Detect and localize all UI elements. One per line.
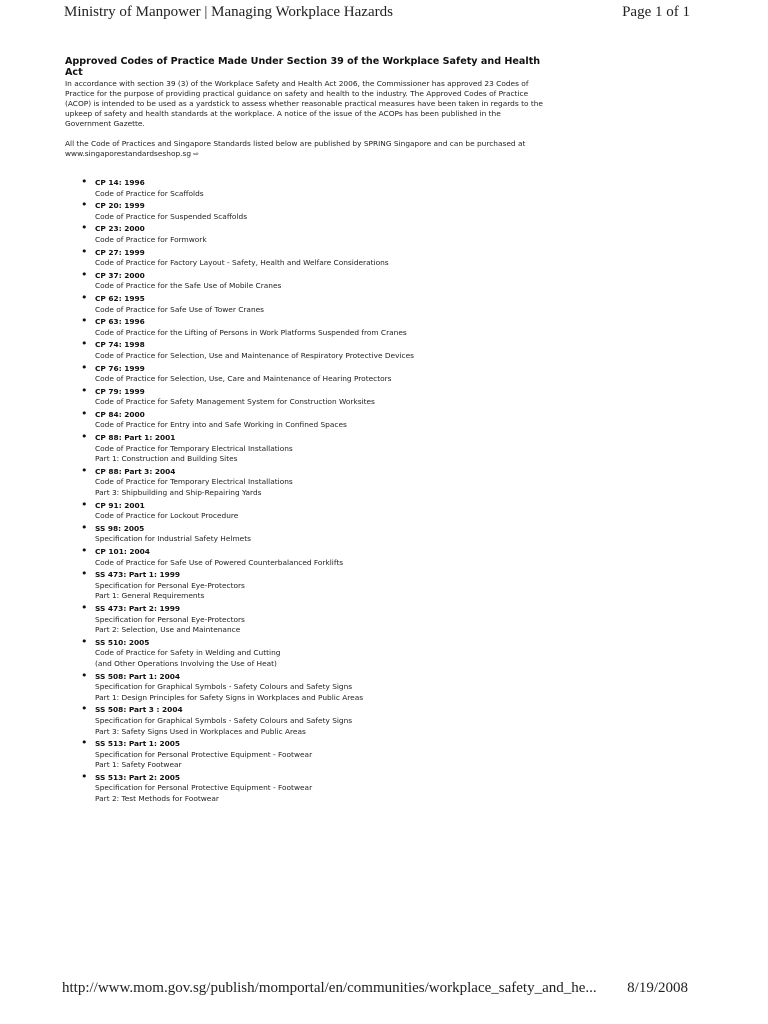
page-header-title: Ministry of Manpower | Managing Workplace Hazards [64, 4, 393, 20]
list-item [95, 271, 545, 292]
list-item [95, 467, 545, 499]
code-description: Code of Practice for Safety in Welding and Cutting [95, 648, 281, 658]
code-description: Code of Practice for the Lifting of Persons in Work Platforms Suspended from Cranes [95, 327, 407, 337]
list-item [95, 178, 545, 199]
code-id: • SS 508: Part 3 : 2004 [95, 705, 183, 715]
code-description: Part 1: General Requirements [95, 591, 205, 601]
code-id: • SS 513: Part 1: 2005 [95, 739, 181, 749]
code-description: Specification for Personal Protective Equipment - Footwear [95, 749, 313, 759]
code-id: • CP 84: 2000 [95, 409, 145, 419]
code-id: • CP 20: 1999 [95, 201, 145, 211]
list-item [95, 773, 545, 805]
code-description: Part 3: Safety Signs Used in Workplaces and Public Areas [95, 726, 306, 736]
print-footer [62, 980, 702, 997]
document-body [65, 56, 545, 807]
code-id: • CP 23: 2000 [95, 224, 145, 234]
code-id: • CP 79: 1999 [95, 386, 145, 396]
code-description: (and Other Operations Involving the Use of Heat) [95, 658, 277, 668]
code-description: Code of Practice for Safe Use of Powered Counterbalanced Forklifts [95, 557, 344, 567]
code-description: Part 2: Selection, Use and Maintenance [95, 625, 241, 635]
code-id: • CP 74: 1998 [95, 340, 145, 350]
code-id: • SS 473: Part 1: 1999 [95, 570, 181, 580]
code-description: Code of Practice for Temporary Electrical Installations [95, 477, 293, 487]
code-description: Part 1: Safety Footwear [95, 760, 182, 770]
code-description: Code of Practice for Safe Use of Tower Cranes [95, 304, 265, 314]
purchase-note-text: All the Code of Practices and Singapore Standards listed below are published by SPRING Singapore and can be purchased at www.singaporestandardseshop.sg [65, 139, 526, 158]
list-item [95, 364, 545, 385]
code-description: Part 1: Construction and Building Sites [95, 454, 238, 464]
code-id: • CP 62: 1995 [95, 293, 145, 303]
code-description: Code of Practice for Safety Management System for Construction Worksites [95, 397, 375, 407]
page-number: Page 1 of 1 [622, 4, 690, 20]
purchase-note [65, 139, 545, 159]
code-description: Part 3: Shipbuilding and Ship-Repairing Yards [95, 488, 262, 498]
code-id: • SS 473: Part 2: 1999 [95, 603, 181, 613]
code-description: Specification for Graphical Symbols - Safety Colours and Safety Signs [95, 682, 353, 692]
code-id: • CP 37: 2000 [95, 270, 145, 280]
code-id: • CP 27: 1999 [95, 247, 145, 257]
code-description: Code of Practice for Selection, Use and Maintenance of Respiratory Protective Devices [95, 350, 414, 360]
external-link-icon[interactable]: ⇨ [193, 150, 199, 158]
code-id: • SS 98: 2005 [95, 523, 145, 533]
code-description: Specification for Industrial Safety Helmets [95, 534, 251, 544]
code-description: Code of Practice for Formwork [95, 234, 207, 244]
code-description: Code of Practice for the Safe Use of Mobile Cranes [95, 281, 282, 291]
list-item [95, 340, 545, 361]
code-description: Part 1: Design Principles for Safety Signs in Workplaces and Public Areas [95, 692, 364, 702]
code-description: Specification for Personal Protective Equipment - Footwear [95, 783, 313, 793]
list-item [95, 638, 545, 670]
code-description: Code of Practice for Entry into and Safe Working in Confined Spaces [95, 420, 347, 430]
code-description: Specification for Graphical Symbols - Safety Colours and Safety Signs [95, 715, 353, 725]
code-description: Code of Practice for Lockout Procedure [95, 511, 239, 521]
list-item [95, 524, 545, 545]
list-item [95, 410, 545, 431]
list-item [95, 248, 545, 269]
print-header [64, 4, 694, 26]
code-id: • SS 510: 2005 [95, 637, 150, 647]
page-url: http://www.mom.gov.sg/publish/momportal/en/communities/workplace_safety_and_he... [62, 980, 597, 996]
list-item [95, 547, 545, 568]
code-id: • CP 63: 1996 [95, 317, 145, 327]
list-item [95, 604, 545, 636]
code-id: • SS 513: Part 2: 2005 [95, 772, 181, 782]
code-id: • CP 91: 2001 [95, 500, 145, 510]
code-list [65, 178, 545, 805]
code-description: Part 2: Test Methods for Footwear [95, 794, 219, 804]
code-description: Specification for Personal Eye-Protectors [95, 580, 245, 590]
list-item [95, 387, 545, 408]
list-item [95, 201, 545, 222]
list-item [95, 570, 545, 602]
code-id: • CP 101: 2004 [95, 547, 150, 556]
list-item [95, 501, 545, 522]
code-description: Code of Practice for Factory Layout - Safety, Health and Welfare Considerations [95, 258, 389, 268]
list-item [95, 705, 545, 737]
code-id: • CP 76: 1999 [95, 363, 145, 373]
print-date: 8/19/2008 [627, 980, 688, 996]
code-description: Code of Practice for Temporary Electrical Installations [95, 443, 293, 453]
code-id: • CP 14: 1996 [95, 178, 145, 187]
code-description: Code of Practice for Suspended Scaffolds [95, 211, 248, 221]
code-description: Specification for Personal Eye-Protectors [95, 614, 245, 624]
intro-paragraph: In accordance with section 39 (3) of the Workplace Safety and Health Act 2006, the Commissioner has approved 23 Codes of Practice for the purpose of providing practical guidance on safety and health to the industry. The Approved Codes of Practice (ACOP) is intended to be used as a yardstick to assess whether reasonable practical measures have been taken in regards to the upkeep of safety and health standards at the workplace. A notice of the issue of the ACOPs has been published in the Government Gazette. [65, 79, 543, 128]
document-title: Approved Codes of Practice Made Under Section 39 of the Workplace Safety and Health Act [65, 56, 541, 78]
list-item [95, 317, 545, 338]
list-item [95, 433, 545, 465]
list-item [95, 739, 545, 771]
code-description: Code of Practice for Scaffolds [95, 188, 204, 198]
list-item [95, 672, 545, 704]
code-id: • CP 88: Part 3: 2004 [95, 466, 176, 476]
code-id: • SS 508: Part 1: 2004 [95, 671, 181, 681]
code-id: • CP 88: Part 1: 2001 [95, 433, 176, 443]
code-description: Code of Practice for Selection, Use, Care and Maintenance of Hearing Protectors [95, 374, 392, 384]
list-item [95, 294, 545, 315]
list-item [95, 224, 545, 245]
